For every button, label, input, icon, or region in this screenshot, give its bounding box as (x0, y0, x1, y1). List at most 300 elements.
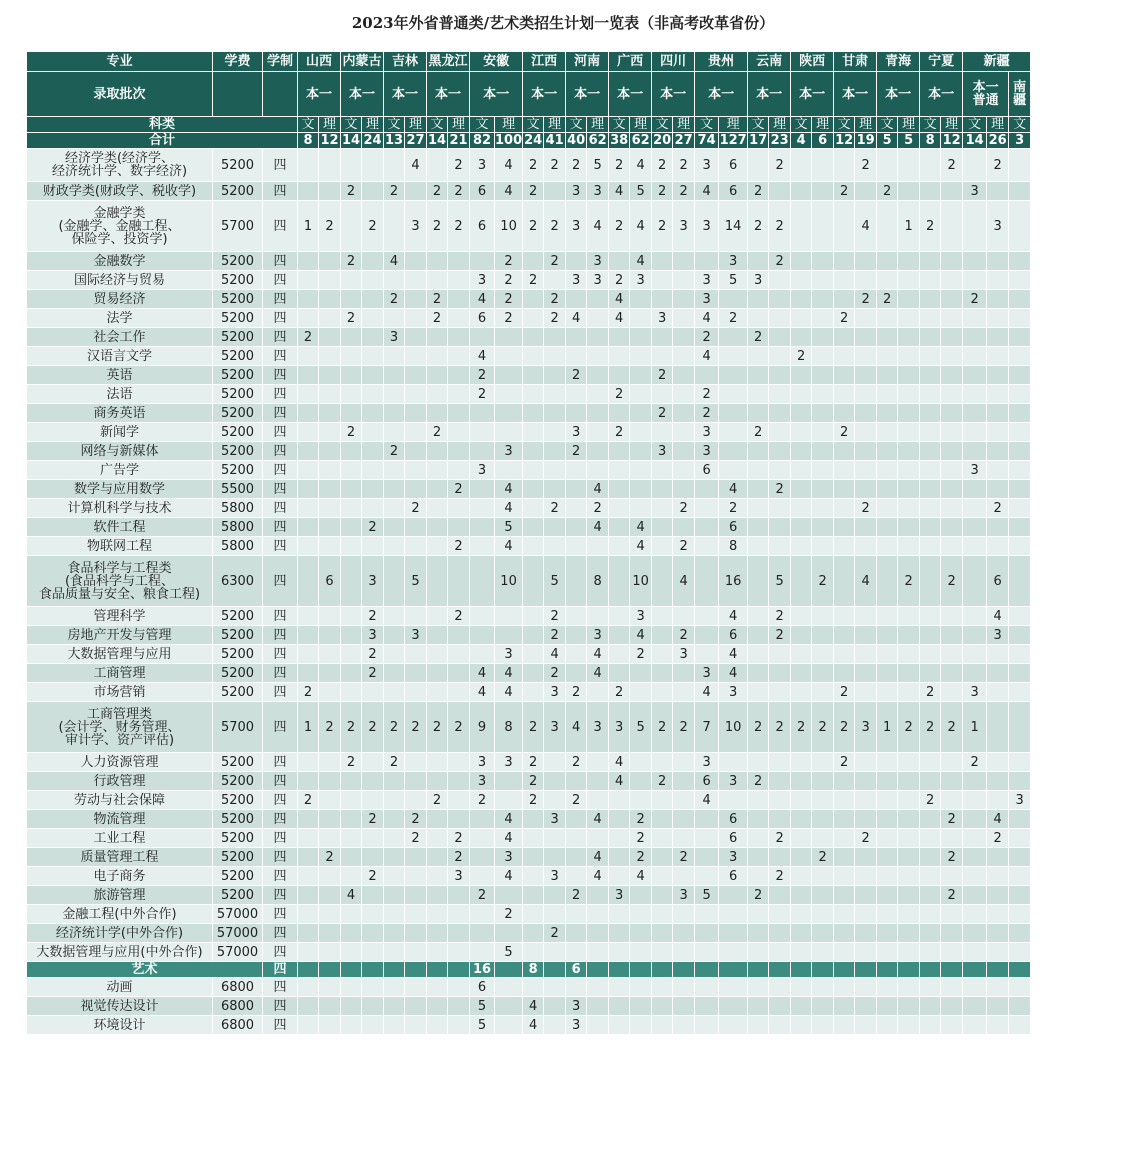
enrollment-plan-table (26, 51, 1031, 1035)
quota-cell (1009, 252, 1030, 270)
quota-cell: 5 (495, 943, 522, 961)
batch-header: 录取批次 (27, 72, 212, 116)
quota-cell (673, 683, 694, 701)
quota-cell (898, 772, 919, 790)
quota-cell (384, 810, 404, 828)
quota-cell (941, 271, 962, 289)
quota-cell (812, 201, 833, 251)
quota-cell (920, 404, 940, 422)
quota-cell (652, 848, 672, 866)
quota-cell (673, 461, 694, 479)
quota-cell (587, 1016, 608, 1034)
quota-cell (341, 518, 361, 536)
quota-cell (1009, 772, 1030, 790)
quota-cell: 4 (719, 664, 747, 682)
quota-cell (652, 978, 672, 996)
quota-cell: 2 (812, 848, 833, 866)
quota-cell: 3 (587, 182, 608, 200)
quota-cell (405, 886, 426, 904)
quota-cell (769, 848, 790, 866)
art-total-cell (695, 962, 718, 977)
quota-cell: 2 (495, 271, 522, 289)
quota-cell (319, 252, 340, 270)
quota-cell (834, 626, 854, 644)
quota-cell (791, 943, 811, 961)
table-row (27, 886, 1030, 904)
quota-cell (298, 182, 318, 200)
fee-cell: 5200 (213, 149, 262, 181)
quota-cell (587, 290, 608, 308)
quota-cell (427, 943, 447, 961)
quota-cell (769, 683, 790, 701)
quota-cell (719, 366, 747, 384)
quota-cell (609, 664, 629, 682)
quota-cell (384, 886, 404, 904)
quota-cell (987, 385, 1008, 403)
quota-cell (963, 905, 986, 923)
major-cell: 财政学类(财政学、税收学) (27, 182, 212, 200)
major-cell: 英语 (27, 366, 212, 384)
quota-cell (1009, 499, 1030, 517)
art-total-cell (448, 962, 469, 977)
quota-cell: 3 (630, 607, 651, 625)
quota-cell: 4 (470, 347, 494, 365)
table-row (27, 385, 1030, 403)
quota-cell: 4 (495, 664, 522, 682)
table-row (27, 829, 1030, 847)
major-line: 保险学、投资学) (71, 231, 168, 247)
art-total-cell (834, 962, 854, 977)
quota-cell (855, 480, 876, 498)
quota-cell: 3 (566, 997, 586, 1015)
quota-cell (566, 404, 586, 422)
quota-cell (898, 518, 919, 536)
quota-cell (963, 791, 986, 809)
quota-cell (630, 664, 651, 682)
quota-cell (587, 537, 608, 555)
quota-cell (1009, 886, 1030, 904)
quota-cell (1009, 556, 1030, 606)
quota-cell (448, 810, 469, 828)
duration-cell: 四 (263, 924, 297, 942)
quota-cell (834, 978, 854, 996)
quota-cell: 4 (587, 201, 608, 251)
art-duration: 四 (263, 962, 297, 977)
quota-cell: 4 (495, 867, 522, 885)
quota-cell (987, 791, 1008, 809)
quota-cell (834, 772, 854, 790)
quota-cell (384, 385, 404, 403)
quota-cell (566, 328, 586, 346)
quota-cell (630, 461, 651, 479)
quota-cell (920, 309, 940, 327)
quota-cell: 2 (769, 607, 790, 625)
quota-cell (523, 924, 543, 942)
quota-cell (695, 997, 718, 1015)
quota-cell (587, 886, 608, 904)
quota-cell (748, 848, 768, 866)
quota-cell (405, 997, 426, 1015)
quota-cell (341, 626, 361, 644)
quota-cell: 4 (544, 645, 565, 663)
quota-cell (834, 499, 854, 517)
major-cell: 市场营销 (27, 683, 212, 701)
quota-cell (963, 499, 986, 517)
quota-cell: 3 (470, 149, 494, 181)
duration-cell: 四 (263, 848, 297, 866)
major-cell: 金融工程(中外合作) (27, 905, 212, 923)
quota-cell (470, 924, 494, 942)
quota-cell (695, 556, 718, 606)
quota-cell: 3 (719, 683, 747, 701)
type-cell: 文 (341, 117, 361, 132)
major-cell: 网络与新媒体 (27, 442, 212, 460)
quota-cell (362, 347, 383, 365)
quota-cell (834, 385, 854, 403)
quota-cell (673, 943, 694, 961)
quota-cell (748, 943, 768, 961)
quota-cell: 3 (405, 201, 426, 251)
quota-cell (341, 499, 361, 517)
quota-cell (673, 924, 694, 942)
quota-cell: 2 (898, 556, 919, 606)
major-line: (会计学、财务管理、 (58, 719, 181, 735)
quota-cell (652, 423, 672, 441)
quota-cell (987, 848, 1008, 866)
quota-cell (1009, 385, 1030, 403)
quota-cell (523, 683, 543, 701)
page-title: 2023年外省普通类/艺术类招生计划一览表（非高考改革省份） (351, 14, 775, 32)
total-cell: 23 (770, 133, 789, 148)
quota-cell (855, 537, 876, 555)
quota-cell: 4 (587, 480, 608, 498)
quota-cell (695, 810, 718, 828)
quota-cell (1009, 645, 1030, 663)
quota-cell (719, 997, 747, 1015)
quota-cell: 4 (587, 645, 608, 663)
quota-cell: 2 (495, 309, 522, 327)
quota-cell: 2 (319, 848, 340, 866)
art-total-cell (673, 962, 694, 977)
major-line: 经济学类(经济学、 (64, 151, 175, 166)
quota-cell: 2 (673, 182, 694, 200)
quota-cell (877, 905, 897, 923)
quota-cell: 4 (630, 518, 651, 536)
quota-cell (630, 924, 651, 942)
quota-cell: 3 (652, 442, 672, 460)
quota-cell: 2 (566, 791, 586, 809)
quota-cell: 3 (544, 810, 565, 828)
quota-cell: 2 (963, 753, 986, 771)
quota-cell (834, 328, 854, 346)
quota-cell: 2 (544, 499, 565, 517)
quota-cell (855, 626, 876, 644)
quota-cell: 2 (384, 753, 404, 771)
quota-cell (673, 442, 694, 460)
quota-cell: 2 (448, 480, 469, 498)
major-cell: 旅游管理 (27, 886, 212, 904)
quota-cell (427, 867, 447, 885)
quota-cell (855, 645, 876, 663)
quota-cell (898, 978, 919, 996)
quota-cell (384, 924, 404, 942)
quota-cell (652, 683, 672, 701)
duration-cell: 四 (263, 309, 297, 327)
quota-cell (791, 404, 811, 422)
quota-cell (544, 829, 565, 847)
quota-cell: 2 (673, 149, 694, 181)
quota-cell (652, 328, 672, 346)
quota-cell (963, 848, 986, 866)
quota-cell (673, 997, 694, 1015)
major-cell: 国际经济与贸易 (27, 271, 212, 289)
duration-cell: 四 (263, 886, 297, 904)
quota-cell (812, 461, 833, 479)
total-cell: 24 (363, 133, 382, 148)
quota-cell (941, 461, 962, 479)
quota-cell: 3 (587, 252, 608, 270)
quota-cell (748, 645, 768, 663)
quota-cell (812, 423, 833, 441)
quota-cell: 2 (341, 702, 361, 752)
quota-cell (544, 997, 565, 1015)
quota-cell (362, 271, 383, 289)
quota-cell (341, 924, 361, 942)
quota-cell (748, 997, 768, 1015)
quota-cell (898, 347, 919, 365)
quota-cell (791, 201, 811, 251)
quota-cell (470, 867, 494, 885)
quota-cell (341, 829, 361, 847)
quota-cell (566, 664, 586, 682)
quota-cell (587, 607, 608, 625)
major-cell (27, 702, 212, 752)
quota-cell (566, 461, 586, 479)
quota-cell (987, 480, 1008, 498)
quota-cell (920, 848, 940, 866)
quota-cell: 3 (855, 702, 876, 752)
quota-cell: 5 (630, 182, 651, 200)
quota-cell (898, 607, 919, 625)
quota-cell (587, 791, 608, 809)
quota-cell (495, 997, 522, 1015)
quota-cell (630, 886, 651, 904)
total-cell: 62 (631, 133, 650, 148)
quota-cell (855, 385, 876, 403)
quota-cell (898, 537, 919, 555)
quota-cell (609, 252, 629, 270)
quota-cell: 3 (652, 309, 672, 327)
quota-cell (987, 978, 1008, 996)
quota-cell (877, 886, 897, 904)
quota-cell: 2 (748, 423, 768, 441)
quota-cell (791, 905, 811, 923)
duration-cell: 四 (263, 607, 297, 625)
quota-cell (405, 271, 426, 289)
quota-cell (898, 848, 919, 866)
quota-cell (695, 518, 718, 536)
quota-cell (1009, 347, 1030, 365)
quota-cell: 5 (470, 997, 494, 1015)
quota-cell (877, 943, 897, 961)
table-row (27, 328, 1030, 346)
quota-cell (566, 626, 586, 644)
art-total-cell (652, 962, 672, 977)
quota-cell: 3 (695, 423, 718, 441)
quota-cell: 2 (609, 423, 629, 441)
quota-cell (769, 924, 790, 942)
quota-cell: 2 (341, 182, 361, 200)
quota-cell (298, 848, 318, 866)
quota-cell (1009, 271, 1030, 289)
province-header: 青海 (877, 52, 919, 71)
quota-cell (812, 366, 833, 384)
quota-cell (877, 664, 897, 682)
quota-cell (448, 518, 469, 536)
quota-cell (987, 683, 1008, 701)
quota-cell (963, 867, 986, 885)
quota-cell (566, 537, 586, 555)
quota-cell (855, 997, 876, 1015)
table-row (27, 664, 1030, 682)
quota-cell (855, 753, 876, 771)
quota-cell: 3 (566, 201, 586, 251)
quota-cell (898, 924, 919, 942)
quota-cell (748, 366, 768, 384)
quota-cell: 2 (987, 149, 1008, 181)
quota-cell (748, 829, 768, 847)
quota-cell (1009, 309, 1030, 327)
quota-cell (405, 347, 426, 365)
quota-cell: 2 (523, 753, 543, 771)
quota-cell (341, 290, 361, 308)
quota-cell (319, 810, 340, 828)
quota-cell: 2 (898, 702, 919, 752)
quota-cell (544, 886, 565, 904)
major-line: 工商管理类 (86, 706, 152, 722)
quota-cell: 3 (695, 201, 718, 251)
quota-cell (898, 252, 919, 270)
art-total-cell: 16 (470, 962, 494, 977)
quota-cell (544, 404, 565, 422)
table-row (27, 997, 1030, 1015)
fee-cell: 5200 (213, 328, 262, 346)
quota-cell (898, 328, 919, 346)
quota-cell: 2 (587, 499, 608, 517)
quota-cell (652, 626, 672, 644)
quota-cell (987, 867, 1008, 885)
quota-cell (566, 290, 586, 308)
quota-cell (448, 309, 469, 327)
quota-cell (877, 626, 897, 644)
quota-cell (630, 404, 651, 422)
quota-cell (470, 626, 494, 644)
quota-cell (523, 309, 543, 327)
quota-cell (769, 182, 790, 200)
quota-cell (877, 607, 897, 625)
quota-cell (630, 442, 651, 460)
quota-cell (1009, 978, 1030, 996)
fee-cell: 5200 (213, 252, 262, 270)
fee-cell: 5200 (213, 366, 262, 384)
art-total-cell (495, 962, 522, 977)
quota-cell (987, 537, 1008, 555)
quota-cell: 2 (769, 626, 790, 644)
batch-cell: 本一 (470, 72, 522, 116)
major-cell: 汉语言文学 (27, 347, 212, 365)
quota-cell (877, 423, 897, 441)
quota-cell (362, 924, 383, 942)
quota-cell (448, 366, 469, 384)
quota-cell (448, 886, 469, 904)
quota-cell (941, 753, 962, 771)
fee-cell: 5200 (213, 423, 262, 441)
quota-cell (448, 943, 469, 961)
quota-cell: 1 (298, 201, 318, 251)
quota-cell (652, 271, 672, 289)
quota-cell: 4 (470, 683, 494, 701)
quota-cell (523, 905, 543, 923)
duration-cell: 四 (263, 905, 297, 923)
total-cell: 17 (749, 133, 768, 148)
quota-cell: 10 (495, 556, 522, 606)
quota-cell (609, 537, 629, 555)
quota-cell (298, 271, 318, 289)
quota-cell (812, 385, 833, 403)
quota-cell (341, 848, 361, 866)
quota-cell (812, 347, 833, 365)
fee-cell: 5800 (213, 499, 262, 517)
quota-cell (652, 810, 672, 828)
table-row (27, 537, 1030, 555)
quota-cell (769, 271, 790, 289)
quota-cell: 2 (812, 702, 833, 752)
quota-cell (898, 905, 919, 923)
quota-cell (652, 556, 672, 606)
quota-cell (791, 556, 811, 606)
quota-cell: 2 (523, 149, 543, 181)
total-cell: 12 (320, 133, 339, 148)
quota-cell (609, 997, 629, 1015)
fee-cell: 5800 (213, 537, 262, 555)
quota-cell (523, 252, 543, 270)
quota-cell (384, 645, 404, 663)
quota-cell (427, 848, 447, 866)
quota-cell (673, 753, 694, 771)
major-cell: 金融数学 (27, 252, 212, 270)
quota-cell (695, 978, 718, 996)
quota-cell (319, 518, 340, 536)
quota-cell (812, 518, 833, 536)
quota-cell: 2 (362, 664, 383, 682)
fee-cell: 5700 (213, 702, 262, 752)
quota-cell (898, 645, 919, 663)
major-cell: 商务英语 (27, 404, 212, 422)
quota-cell (319, 182, 340, 200)
quota-cell: 2 (566, 683, 586, 701)
quota-cell (427, 645, 447, 663)
quota-cell (544, 385, 565, 403)
quota-cell (609, 404, 629, 422)
quota-cell (920, 810, 940, 828)
quota-cell (695, 829, 718, 847)
quota-cell (963, 328, 986, 346)
quota-cell (495, 423, 522, 441)
quota-cell (587, 683, 608, 701)
quota-cell (544, 347, 565, 365)
quota-cell (963, 978, 986, 996)
quota-cell (362, 537, 383, 555)
